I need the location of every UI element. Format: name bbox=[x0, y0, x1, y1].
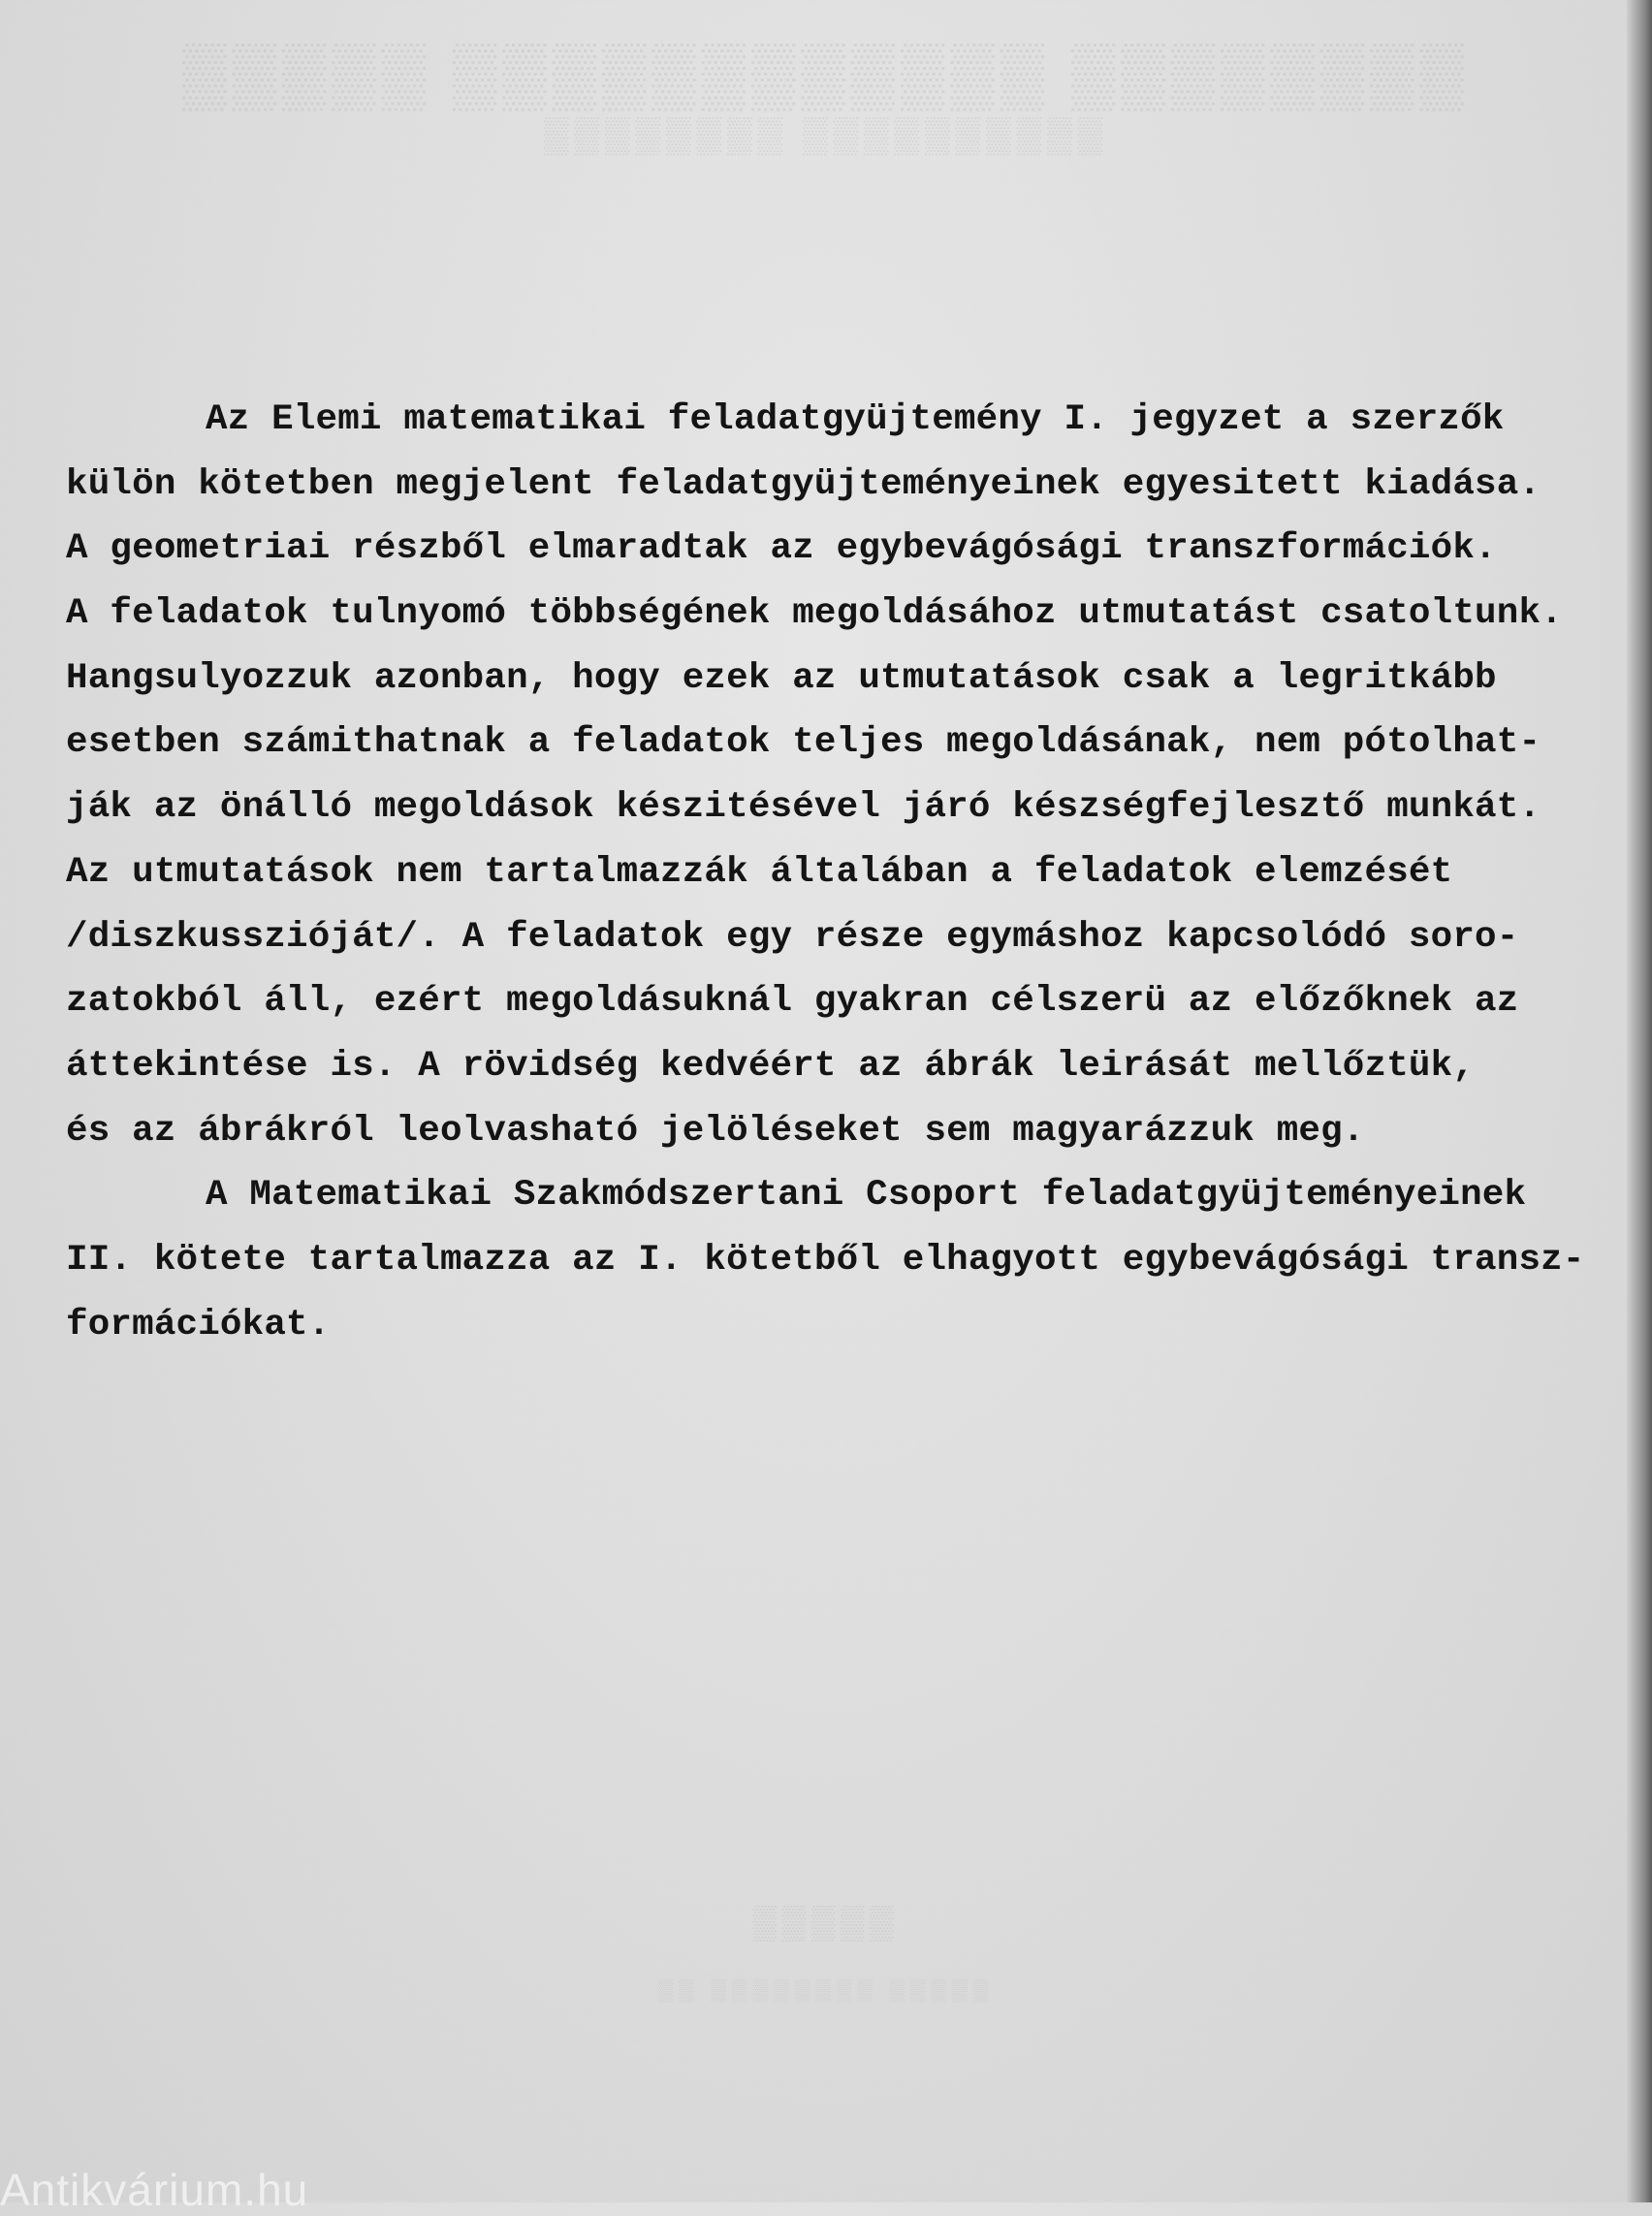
text-line: Hangsulyozzuk azonban, hogy ezek az utmutatások csak a legritkább bbox=[66, 657, 1497, 699]
bleed-through-title: ▒▒▒▒▒ ▒▒▒▒▒▒▒▒▒▒▒▒ ▒▒▒▒▒▒▒▒ bbox=[182, 40, 1470, 109]
text-line: A Matematikai Szakmódszertani Csoport feladatgyüjteményeinek bbox=[206, 1175, 1527, 1217]
text-line: zatokból áll, ezért megoldásuknál gyakran célszerü az előzőknek az bbox=[66, 981, 1519, 1023]
bleed-through-subtitle: ▒▒▒▒▒▒▒▒ ▒▒▒▒▒▒▒▒▒▒ bbox=[543, 115, 1109, 154]
text-line: A geometriai részből elmaradtak az egybevágósági transzformációk. bbox=[66, 528, 1497, 570]
body-text bbox=[66, 388, 1617, 1357]
paragraph-1 bbox=[66, 388, 1617, 1163]
text-line: A feladatok tulnyomó többségének megoldásához utmutatást csatoltunk. bbox=[66, 593, 1563, 635]
text-line: külön kötetben megjelent feladatgyüjteményeinek egyesitett kiadása. bbox=[66, 463, 1541, 505]
text-line: ják az önálló megoldások készitésével járó készségfejlesztő munkát. bbox=[66, 787, 1541, 829]
text-line: /diszkusszióját/. A feladatok egy része egymáshoz kapcsolódó soro- bbox=[66, 916, 1519, 958]
text-line: formációkat. bbox=[66, 1304, 331, 1345]
watermark: Antikvárium.hu bbox=[0, 2165, 309, 2215]
text-line: II. kötete tartalmazza az I. kötetből elhagyott egybevágósági transz- bbox=[66, 1239, 1585, 1281]
text-line: áttekintése is. A rövidség kedvéért az ábrák leirását mellőztük, bbox=[66, 1045, 1476, 1087]
page-edge-shadow bbox=[1627, 0, 1652, 2202]
text-line: Az Elemi matematikai feladatgyüjtemény I. jegyzet a szerzők bbox=[206, 399, 1505, 440]
text-line: és az ábrákról leolvasható jelöléseket sem magyarázzuk meg. bbox=[66, 1110, 1365, 1152]
bleed-through-footer-small: ▒▒ ▒▒▒▒▒▒▒▒ ▒▒▒▒▒ bbox=[657, 1978, 995, 2002]
text-line: esetben számithatnak a feladatok teljes megoldásának, nem pótolhat- bbox=[66, 722, 1541, 764]
text-line: Az utmutatások nem tartalmazzák általában a feladatok elemzését bbox=[66, 851, 1453, 893]
bleed-through-footer: ▒▒▒▒▒ bbox=[752, 1905, 900, 1941]
paragraph-2 bbox=[66, 1163, 1617, 1357]
